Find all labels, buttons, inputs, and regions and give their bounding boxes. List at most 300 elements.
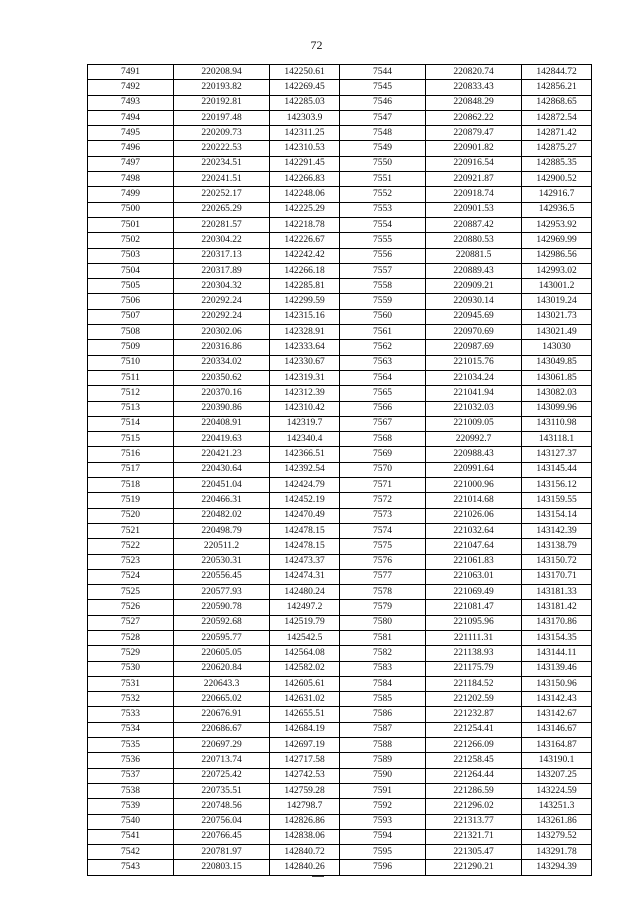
point-number-cell: 7492 [88,80,174,95]
y-coordinate-cell: 143279.52 [522,829,592,844]
x-coordinate-cell: 221184.52 [426,676,522,691]
x-coordinate-cell: 220880.53 [426,233,522,248]
y-coordinate-cell: 142242.42 [270,248,340,263]
x-coordinate-cell: 220887.42 [426,217,522,232]
x-coordinate-cell: 221095.96 [426,615,522,630]
y-coordinate-cell: 143224.59 [522,783,592,798]
x-coordinate-cell: 220370.16 [174,386,270,401]
point-number-cell: 7524 [88,569,174,584]
point-number-cell: 7586 [340,707,426,722]
y-coordinate-cell: 142269.45 [270,80,340,95]
table-row [88,462,592,477]
y-coordinate-cell: 142285.03 [270,95,340,110]
y-coordinate-cell: 142605.61 [270,676,340,691]
point-number-cell: 7519 [88,493,174,508]
point-number-cell: 7545 [340,80,426,95]
table-row [88,279,592,294]
point-number-cell: 7594 [340,829,426,844]
y-coordinate-cell: 142392.54 [270,462,340,477]
y-coordinate-cell: 142993.02 [522,263,592,278]
point-number-cell: 7522 [88,539,174,554]
x-coordinate-cell: 220197.48 [174,110,270,125]
point-number-cell: 7590 [340,768,426,783]
x-coordinate-cell: 220879.47 [426,126,522,141]
y-coordinate-cell: 142311.25 [270,126,340,141]
point-number-cell: 7557 [340,263,426,278]
x-coordinate-cell: 220620.84 [174,661,270,676]
point-number-cell: 7555 [340,233,426,248]
y-coordinate-cell: 143294.39 [522,860,592,875]
x-coordinate-cell: 221305.47 [426,845,522,860]
point-number-cell: 7547 [340,110,426,125]
point-number-cell: 7530 [88,661,174,676]
y-coordinate-cell: 143142.67 [522,707,592,722]
x-coordinate-cell: 220916.54 [426,156,522,171]
point-number-cell: 7567 [340,416,426,431]
table-row [88,676,592,691]
point-number-cell: 7548 [340,126,426,141]
point-number-cell: 7523 [88,554,174,569]
y-coordinate-cell: 143082.03 [522,386,592,401]
y-coordinate-cell: 142299.59 [270,294,340,309]
x-coordinate-cell: 220577.93 [174,585,270,600]
y-coordinate-cell: 142856.21 [522,80,592,95]
table-row [88,554,592,569]
x-coordinate-cell: 220676.91 [174,707,270,722]
table-row [88,355,592,370]
point-number-cell: 7583 [340,661,426,676]
y-coordinate-cell: 143159.55 [522,493,592,508]
x-coordinate-cell: 221258.45 [426,753,522,768]
x-coordinate-cell: 220605.05 [174,646,270,661]
table-row [88,661,592,676]
point-number-cell: 7527 [88,615,174,630]
x-coordinate-cell: 221232.87 [426,707,522,722]
table-row [88,508,592,523]
x-coordinate-cell: 221081.47 [426,600,522,615]
point-number-cell: 7571 [340,478,426,493]
point-number-cell: 7578 [340,585,426,600]
x-coordinate-cell: 220725.42 [174,768,270,783]
table-row [88,722,592,737]
point-number-cell: 7525 [88,585,174,600]
point-number-cell: 7518 [88,478,174,493]
table-row [88,753,592,768]
x-coordinate-cell: 220252.17 [174,187,270,202]
table-row [88,585,592,600]
table-row [88,95,592,110]
y-coordinate-cell: 142868.65 [522,95,592,110]
point-number-cell: 7552 [340,187,426,202]
point-number-cell: 7550 [340,156,426,171]
x-coordinate-cell: 220430.64 [174,462,270,477]
y-coordinate-cell: 143154.14 [522,508,592,523]
point-number-cell: 7506 [88,294,174,309]
table-row [88,80,592,95]
table-row [88,401,592,416]
x-coordinate-cell: 221202.59 [426,692,522,707]
point-number-cell: 7551 [340,172,426,187]
x-coordinate-cell: 220302.06 [174,325,270,340]
y-coordinate-cell: 142900.52 [522,172,592,187]
x-coordinate-cell: 221266.09 [426,738,522,753]
y-coordinate-cell: 142969.99 [522,233,592,248]
y-coordinate-cell: 142328.91 [270,325,340,340]
x-coordinate-cell: 220408.91 [174,416,270,431]
y-coordinate-cell: 142953.92 [522,217,592,232]
point-number-cell: 7513 [88,401,174,416]
table-row [88,738,592,753]
point-number-cell: 7497 [88,156,174,171]
y-coordinate-cell: 142226.67 [270,233,340,248]
point-number-cell: 7511 [88,370,174,385]
x-coordinate-cell: 220222.53 [174,141,270,156]
x-coordinate-cell: 220921.87 [426,172,522,187]
point-number-cell: 7558 [340,279,426,294]
table-row [88,340,592,355]
point-number-cell: 7559 [340,294,426,309]
y-coordinate-cell: 142319.7 [270,416,340,431]
x-coordinate-cell: 221286.59 [426,783,522,798]
y-coordinate-cell: 143150.96 [522,676,592,691]
x-coordinate-cell: 221111.31 [426,630,522,645]
table-row [88,799,592,814]
y-coordinate-cell: 143154.35 [522,630,592,645]
table-row [88,309,592,324]
point-number-cell: 7565 [340,386,426,401]
point-number-cell: 7595 [340,845,426,860]
x-coordinate-cell: 220482.02 [174,508,270,523]
y-coordinate-cell: 142473.37 [270,554,340,569]
y-coordinate-cell: 143181.33 [522,585,592,600]
point-number-cell: 7566 [340,401,426,416]
point-number-cell: 7546 [340,95,426,110]
x-coordinate-cell: 221026.06 [426,508,522,523]
x-coordinate-cell: 221264.44 [426,768,522,783]
point-number-cell: 7502 [88,233,174,248]
point-number-cell: 7561 [340,325,426,340]
y-coordinate-cell: 142312.39 [270,386,340,401]
point-number-cell: 7517 [88,462,174,477]
point-number-cell: 7573 [340,508,426,523]
x-coordinate-cell: 220193.82 [174,80,270,95]
y-coordinate-cell: 143146.67 [522,722,592,737]
y-coordinate-cell: 142478.15 [270,539,340,554]
x-coordinate-cell: 220466.31 [174,493,270,508]
x-coordinate-cell: 220208.94 [174,65,270,80]
x-coordinate-cell: 220713.74 [174,753,270,768]
table-row [88,768,592,783]
x-coordinate-cell: 220350.62 [174,370,270,385]
point-number-cell: 7574 [340,523,426,538]
point-number-cell: 7587 [340,722,426,737]
x-coordinate-cell: 220820.74 [426,65,522,80]
point-number-cell: 7540 [88,814,174,829]
y-coordinate-cell: 143207.25 [522,768,592,783]
y-coordinate-cell: 142330.67 [270,355,340,370]
point-number-cell: 7510 [88,355,174,370]
point-number-cell: 7537 [88,768,174,783]
point-number-cell: 7554 [340,217,426,232]
table-row [88,646,592,661]
x-coordinate-cell: 220292.24 [174,309,270,324]
x-coordinate-cell: 221041.94 [426,386,522,401]
x-coordinate-cell: 220595.77 [174,630,270,645]
point-number-cell: 7591 [340,783,426,798]
y-coordinate-cell: 142936.5 [522,202,592,217]
y-coordinate-cell: 143030 [522,340,592,355]
point-number-cell: 7589 [340,753,426,768]
x-coordinate-cell: 220697.29 [174,738,270,753]
y-coordinate-cell: 142225.29 [270,202,340,217]
table-row [88,126,592,141]
y-coordinate-cell: 143170.86 [522,615,592,630]
y-coordinate-cell: 142310.53 [270,141,340,156]
y-coordinate-cell: 143110.98 [522,416,592,431]
x-coordinate-cell: 220918.74 [426,187,522,202]
table-row [88,432,592,447]
y-coordinate-cell: 143170.71 [522,569,592,584]
x-coordinate-cell: 220992.7 [426,432,522,447]
footer-mark [312,876,324,877]
table-row [88,248,592,263]
y-coordinate-cell: 143061.85 [522,370,592,385]
x-coordinate-cell: 220317.13 [174,248,270,263]
x-coordinate-cell: 221063.01 [426,569,522,584]
x-coordinate-cell: 220590.78 [174,600,270,615]
table-row [88,600,592,615]
x-coordinate-cell: 220909.21 [426,279,522,294]
y-coordinate-cell: 143021.49 [522,325,592,340]
y-coordinate-cell: 142742.53 [270,768,340,783]
x-coordinate-cell: 220292.24 [174,294,270,309]
x-coordinate-cell: 221296.02 [426,799,522,814]
x-coordinate-cell: 220592.68 [174,615,270,630]
point-number-cell: 7576 [340,554,426,569]
point-number-cell: 7507 [88,309,174,324]
point-number-cell: 7570 [340,462,426,477]
table-row [88,707,592,722]
y-coordinate-cell: 142826.86 [270,814,340,829]
point-number-cell: 7553 [340,202,426,217]
point-number-cell: 7501 [88,217,174,232]
table-row [88,263,592,278]
y-coordinate-cell: 142480.24 [270,585,340,600]
point-number-cell: 7541 [88,829,174,844]
x-coordinate-cell: 220334.02 [174,355,270,370]
y-coordinate-cell: 143001.2 [522,279,592,294]
point-number-cell: 7564 [340,370,426,385]
point-number-cell: 7520 [88,508,174,523]
point-number-cell: 7575 [340,539,426,554]
x-coordinate-cell: 220665.02 [174,692,270,707]
y-coordinate-cell: 142470.49 [270,508,340,523]
table-row [88,447,592,462]
table-row [88,187,592,202]
y-coordinate-cell: 142840.72 [270,845,340,860]
y-coordinate-cell: 143138.79 [522,539,592,554]
point-number-cell: 7528 [88,630,174,645]
y-coordinate-cell: 142840.26 [270,860,340,875]
point-number-cell: 7503 [88,248,174,263]
point-number-cell: 7533 [88,707,174,722]
y-coordinate-cell: 143190.1 [522,753,592,768]
table-row [88,141,592,156]
x-coordinate-cell: 221321.71 [426,829,522,844]
table-row [88,523,592,538]
point-number-cell: 7539 [88,799,174,814]
point-number-cell: 7568 [340,432,426,447]
y-coordinate-cell: 143291.78 [522,845,592,860]
x-coordinate-cell: 220862.22 [426,110,522,125]
x-coordinate-cell: 221015.76 [426,355,522,370]
x-coordinate-cell: 221047.64 [426,539,522,554]
y-coordinate-cell: 143142.43 [522,692,592,707]
x-coordinate-cell: 221032.03 [426,401,522,416]
point-number-cell: 7536 [88,753,174,768]
y-coordinate-cell: 142684.19 [270,722,340,737]
x-coordinate-cell: 220421.23 [174,447,270,462]
y-coordinate-cell: 142250.61 [270,65,340,80]
y-coordinate-cell: 143156.12 [522,478,592,493]
x-coordinate-cell: 220756.04 [174,814,270,829]
table-row [88,630,592,645]
y-coordinate-cell: 143261.86 [522,814,592,829]
x-coordinate-cell: 220848.29 [426,95,522,110]
page-number: 72 [310,38,323,52]
x-coordinate-cell: 220735.51 [174,783,270,798]
x-coordinate-cell: 221290.21 [426,860,522,875]
point-number-cell: 7563 [340,355,426,370]
point-number-cell: 7588 [340,738,426,753]
y-coordinate-cell: 142285.81 [270,279,340,294]
y-coordinate-cell: 142478.15 [270,523,340,538]
y-coordinate-cell: 143139.46 [522,661,592,676]
point-number-cell: 7580 [340,615,426,630]
y-coordinate-cell: 142291.45 [270,156,340,171]
point-number-cell: 7499 [88,187,174,202]
point-number-cell: 7549 [340,141,426,156]
x-coordinate-cell: 221009.05 [426,416,522,431]
point-number-cell: 7535 [88,738,174,753]
y-coordinate-cell: 142582.02 [270,661,340,676]
point-number-cell: 7496 [88,141,174,156]
x-coordinate-cell: 221014.68 [426,493,522,508]
y-coordinate-cell: 142452.19 [270,493,340,508]
point-number-cell: 7534 [88,722,174,737]
y-coordinate-cell: 142875.27 [522,141,592,156]
table-row [88,110,592,125]
y-coordinate-cell: 143144.11 [522,646,592,661]
table-row [88,814,592,829]
y-coordinate-cell: 142366.51 [270,447,340,462]
y-coordinate-cell: 142844.72 [522,65,592,80]
coordinates-table [87,64,592,876]
x-coordinate-cell: 220889.43 [426,263,522,278]
y-coordinate-cell: 142916.7 [522,187,592,202]
point-number-cell: 7516 [88,447,174,462]
point-number-cell: 7514 [88,416,174,431]
point-number-cell: 7529 [88,646,174,661]
y-coordinate-cell: 142759.28 [270,783,340,798]
point-number-cell: 7500 [88,202,174,217]
point-number-cell: 7509 [88,340,174,355]
point-number-cell: 7512 [88,386,174,401]
y-coordinate-cell: 142519.79 [270,615,340,630]
point-number-cell: 7562 [340,340,426,355]
table-row [88,569,592,584]
y-coordinate-cell: 143049.85 [522,355,592,370]
x-coordinate-cell: 220781.97 [174,845,270,860]
x-coordinate-cell: 220451.04 [174,478,270,493]
table-row [88,202,592,217]
point-number-cell: 7560 [340,309,426,324]
y-coordinate-cell: 142310.42 [270,401,340,416]
y-coordinate-cell: 143099.96 [522,401,592,416]
table-row [88,692,592,707]
point-number-cell: 7515 [88,432,174,447]
table-row [88,172,592,187]
point-number-cell: 7577 [340,569,426,584]
x-coordinate-cell: 221032.64 [426,523,522,538]
y-coordinate-cell: 142798.7 [270,799,340,814]
x-coordinate-cell: 220930.14 [426,294,522,309]
y-coordinate-cell: 142315.16 [270,309,340,324]
point-number-cell: 7579 [340,600,426,615]
point-number-cell: 7498 [88,172,174,187]
x-coordinate-cell: 221313.77 [426,814,522,829]
x-coordinate-cell: 220281.57 [174,217,270,232]
point-number-cell: 7491 [88,65,174,80]
point-number-cell: 7596 [340,860,426,875]
y-coordinate-cell: 143118.1 [522,432,592,447]
y-coordinate-cell: 143181.42 [522,600,592,615]
y-coordinate-cell: 142871.42 [522,126,592,141]
y-coordinate-cell: 142655.51 [270,707,340,722]
y-coordinate-cell: 142218.78 [270,217,340,232]
x-coordinate-cell: 220192.81 [174,95,270,110]
table-row [88,294,592,309]
point-number-cell: 7592 [340,799,426,814]
x-coordinate-cell: 220901.82 [426,141,522,156]
table-row [88,615,592,630]
x-coordinate-cell: 220970.69 [426,325,522,340]
x-coordinate-cell: 220643.3 [174,676,270,691]
y-coordinate-cell: 143127.37 [522,447,592,462]
y-coordinate-cell: 142474.31 [270,569,340,584]
x-coordinate-cell: 220991.64 [426,462,522,477]
y-coordinate-cell: 142542.5 [270,630,340,645]
x-coordinate-cell: 221175.79 [426,661,522,676]
point-number-cell: 7585 [340,692,426,707]
x-coordinate-cell: 221034.24 [426,370,522,385]
point-number-cell: 7495 [88,126,174,141]
x-coordinate-cell: 220419.63 [174,432,270,447]
y-coordinate-cell: 143142.39 [522,523,592,538]
point-number-cell: 7538 [88,783,174,798]
table-row [88,325,592,340]
point-number-cell: 7526 [88,600,174,615]
y-coordinate-cell: 142266.83 [270,172,340,187]
table-row [88,156,592,171]
x-coordinate-cell: 220317.89 [174,263,270,278]
x-coordinate-cell: 220988.43 [426,447,522,462]
x-coordinate-cell: 220987.69 [426,340,522,355]
table-row [88,783,592,798]
table-row [88,860,592,875]
point-number-cell: 7504 [88,263,174,278]
point-number-cell: 7584 [340,676,426,691]
